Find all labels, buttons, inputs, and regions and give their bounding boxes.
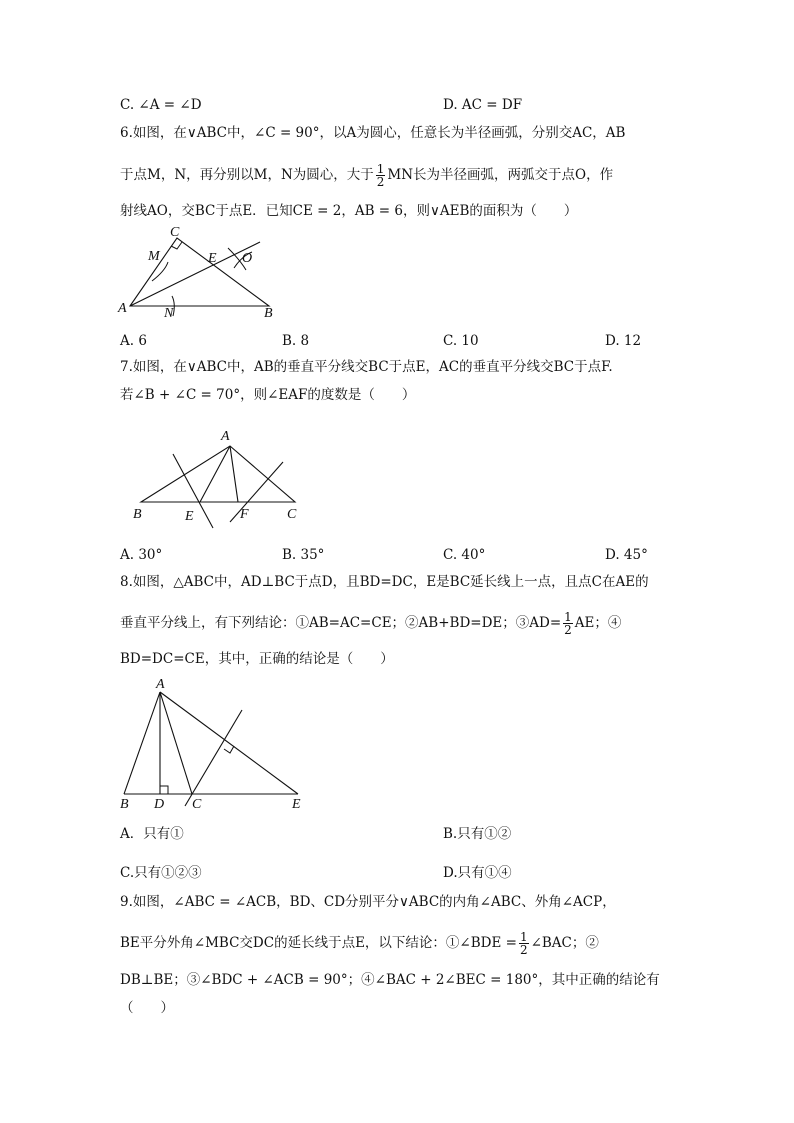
q8-option-a: A．只有① [120, 826, 184, 842]
q6-line2-part1: 于点M，N，再分别以M，N为圆心，大于 [120, 167, 374, 183]
q7-label-a: A [221, 429, 230, 444]
q8-side-ae [160, 692, 298, 794]
q6-frac-num: 1 [376, 162, 385, 176]
q6-frac-den: 2 [376, 175, 385, 189]
q9-line2-part1: BE平分外角∠MBC交DC的延长线于点E，以下结论：①∠BDE = [120, 935, 517, 951]
q7-label-c: C [287, 507, 297, 522]
q7-label-f: F [240, 507, 249, 522]
q6-option-c: C. 10 [443, 333, 479, 349]
q9-stem-line3: DB⊥BE；③∠BDC + ∠ACB = 90°；④∠BAC + 2∠BEC = 180°，其中正确的结论有 [120, 972, 660, 988]
q8-label-d: D [154, 797, 165, 812]
q6-label-n: N [164, 306, 174, 321]
q8-side-ab [124, 692, 160, 794]
q7-label-e: E [185, 509, 194, 524]
q7-perp-bisector-ac [230, 462, 283, 522]
q8-stem-line3: BD=DC=CE，其中，正确的结论是（ ） [120, 651, 394, 667]
q6-line2-part2: MN长为半径画弧，两弧交于点O，作 [387, 167, 614, 183]
q6-label-c: C [170, 225, 180, 240]
q6-figure [110, 226, 280, 326]
q8-label-a: A [156, 677, 165, 692]
q6-label-o: O [242, 251, 253, 266]
q9-stem-line4: （ ） [120, 1000, 174, 1016]
q8-label-b: B [120, 797, 129, 812]
q6-right-angle-mark [171, 242, 182, 249]
q7-option-c: C. 40° [443, 547, 486, 563]
q7-option-b: B. 35° [282, 547, 325, 563]
q8-perp-bisector-ae [185, 710, 242, 806]
q8-figure [110, 674, 320, 814]
q6-label-e: E [208, 251, 217, 266]
q8-line2-part2: AE；④ [574, 615, 622, 631]
q8-side-ac [160, 692, 192, 794]
q6-fraction [376, 163, 386, 188]
q9-frac-den: 2 [519, 943, 528, 957]
q8-fraction [563, 611, 573, 636]
q6-label-b: B [264, 306, 273, 321]
q8-frac-den: 2 [564, 623, 572, 637]
q9-line2-part2: ∠BAC；② [530, 935, 599, 951]
q8-label-e: E [292, 797, 301, 812]
q6-label-m: M [148, 249, 160, 264]
q9-frac-num: 1 [519, 930, 528, 944]
q6-label-a: A [118, 301, 127, 316]
q8-right-angle-d [160, 786, 168, 794]
q5-option-d: D. AC = DF [443, 97, 523, 113]
q8-frac-num: 1 [564, 610, 572, 624]
q6-option-b: B. 8 [282, 333, 310, 349]
q6-option-d: D. 12 [605, 333, 642, 349]
q6-stem-line2 [120, 163, 613, 188]
q8-option-d: D.只有①④ [443, 865, 512, 881]
q7-label-b: B [133, 507, 142, 522]
q7-segment-af [230, 446, 238, 502]
q6-option-a: A. 6 [120, 333, 147, 349]
q7-option-a: A. 30° [120, 547, 163, 563]
q7-stem-line2: 若∠B + ∠C = 70°，则∠EAF的度数是（ ） [120, 387, 416, 403]
q9-stem-line2 [120, 931, 599, 956]
q8-right-angle-mark [224, 746, 234, 753]
q7-option-d: D. 45° [605, 547, 648, 563]
q6-stem-line1: 6.如图，在∨ABC中，∠C = 90°，以A为圆心，任意长为半径画弧，分别交AC，AB [120, 125, 626, 141]
q8-stem-line1: 8.如图，△ABC中，AD⊥BC于点D，且BD=DC，E是BC延长线上一点，且点C在AE的 [120, 574, 649, 590]
q7-figure [125, 422, 315, 532]
q8-option-b: B.只有①② [443, 826, 512, 842]
q7-segment-ae [200, 446, 230, 502]
q8-option-c: C.只有①②③ [120, 865, 202, 881]
q9-stem-line1: 9.如图，∠ABC = ∠ACB，BD、CD分别平分∨ABC的内角∠ABC、外角∠ACP， [120, 894, 616, 910]
q7-stem-line1: 7.如图，在∨ABC中，AB的垂直平分线交BC于点E，AC的垂直平分线交BC于点F. [120, 359, 613, 375]
q9-fraction [519, 931, 529, 956]
q8-line2-part1: 垂直平分线上，有下列结论：①AB=AC=CE；②AB+BD=DE；③AD= [120, 615, 562, 631]
q8-stem-line2 [120, 611, 621, 636]
q8-label-c: C [192, 797, 202, 812]
q6-stem-line3: 射线AO，交BC于点E．已知CE = 2，AB = 6，则∨AEB的面积为（ ） [120, 203, 578, 219]
q5-option-c: C. ∠A = ∠D [120, 97, 202, 113]
